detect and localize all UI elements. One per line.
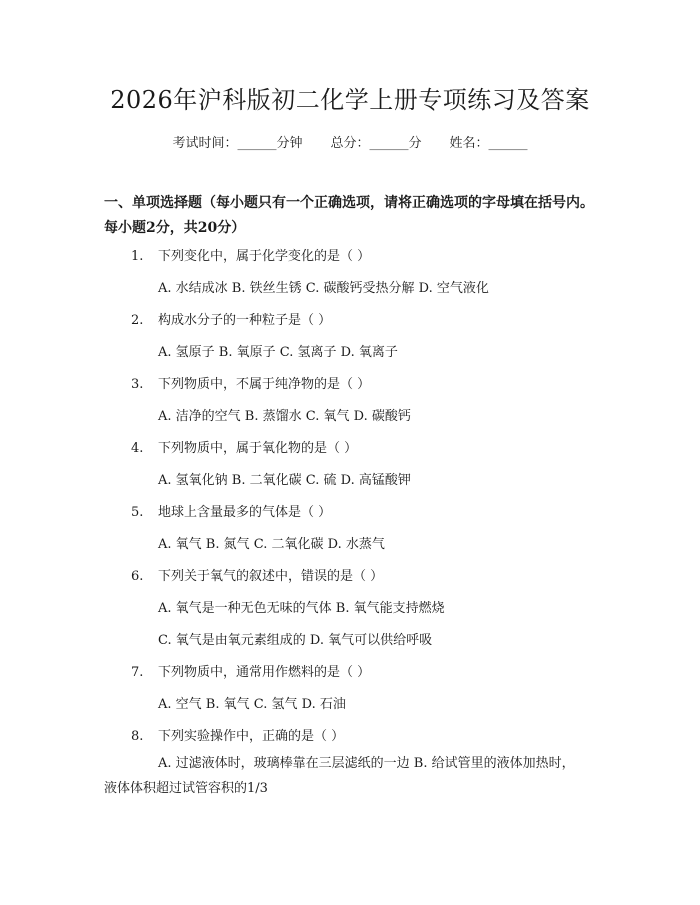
question-number: 1. (131, 249, 144, 264)
question-3-options: A. 洁净的空气 B. 蒸馏水 C. 氧气 D. 碳酸钙 (158, 409, 411, 424)
question-1 (131, 245, 370, 264)
question-number: 2. (131, 313, 144, 328)
question-5-options: A. 氧气 B. 氮气 C. 二氧化碳 D. 水蒸气 (158, 537, 385, 552)
question-number: 5. (131, 505, 144, 520)
question-text: 构成水分子的一种粒子是（ ） (158, 313, 332, 328)
question-8-options: A. 过滤液体时，玻璃棒靠在三层滤纸的一边 B. 给试管里的液体加热时，液体体积超过试管容积的1/3 (104, 756, 575, 796)
question-text: 地球上含量最多的气体是（ ） (158, 505, 332, 520)
question-number: 4. (131, 441, 144, 456)
question-text: 下列物质中，通常用作燃料的是（ ） (158, 665, 371, 680)
student-name-field: 姓名：______ (449, 136, 528, 151)
question-3 (131, 373, 370, 392)
question-4-options: A. 氢氧化钠 B. 二氧化碳 C. 硫 D. 高锰酸钾 (158, 473, 411, 488)
question-text: 下列物质中，不属于纯净物的是（ ） (158, 377, 371, 392)
question-6 (131, 565, 383, 584)
exam-time-field: 考试时间：______分钟 (172, 136, 303, 151)
total-score-field: 总分：______分 (330, 136, 422, 151)
question-text: 下列变化中，属于化学变化的是（ ） (158, 249, 371, 264)
question-text: 下列物质中，属于氧化物的是（ ） (158, 441, 358, 456)
question-4 (131, 437, 357, 456)
question-7 (131, 661, 370, 680)
question-5 (131, 501, 331, 520)
section-heading-single-choice: 一、单项选择题（每小题只有一个正确选项，请将正确选项的字母填在括号内。每小题2分，共20分） (104, 195, 594, 236)
question-number: 8. (131, 729, 144, 744)
question-text: 下列实验操作中，正确的是（ ） (158, 729, 345, 744)
question-text: 下列关于氧气的叙述中，错误的是（ ） (158, 569, 384, 584)
question-6-options-line-2: C. 氧气是由氧元素组成的 D. 氧气可以供给呼吸 (158, 633, 433, 648)
question-2-options: A. 氢原子 B. 氧原子 C. 氢离子 D. 氧离子 (158, 345, 398, 360)
question-number: 7. (131, 665, 144, 680)
question-number: 3. (131, 377, 144, 392)
question-6-options-line-1: A. 氧气是一种无色无味的气体 B. 氧气能支持燃烧 (158, 601, 445, 616)
question-8 (131, 725, 344, 744)
exam-meta (0, 132, 700, 151)
question-number: 6. (131, 569, 144, 584)
question-7-options: A. 空气 B. 氧气 C. 氢气 D. 石油 (158, 697, 346, 712)
question-1-options: A. 水结成冰 B. 铁丝生锈 C. 碳酸钙受热分解 D. 空气液化 (158, 281, 489, 296)
question-2 (131, 309, 331, 328)
page-title: 2026年沪科版初二化学上册专项练习及答案 (110, 86, 590, 114)
